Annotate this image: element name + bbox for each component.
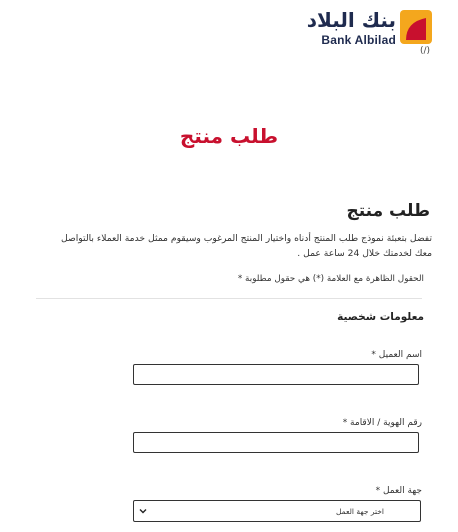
customer-name-input[interactable]	[133, 364, 419, 385]
employer-label: جهة العمل *	[375, 486, 422, 496]
intro-line-1: تفضل بتعبئة نموذج طلب المنتج أدناه واختيار المنتج المرغوب وسيقوم ممثل خدمة العملاء بالتواصل	[61, 233, 432, 244]
logo-arabic-text: بنك البلاد	[306, 8, 396, 32]
language-switch[interactable]: (/)	[419, 46, 430, 56]
required-fields-note: الحقول الظاهرة مع العلامة (*) هي حقول مطلوبة *	[237, 274, 424, 284]
hero-title: طلب منتج	[179, 124, 279, 148]
national-id-label: رقم الهوية / الاقامة *	[342, 418, 422, 428]
form-title: طلب منتج	[346, 201, 430, 221]
customer-name-label: اسم العميل *	[371, 350, 422, 360]
employer-select-value: اختر جهة العمل	[335, 507, 384, 516]
form-intro	[42, 231, 432, 261]
chevron-down-icon	[138, 506, 148, 516]
section-title-personal-info: معلومات شخصية	[337, 311, 424, 323]
national-id-input[interactable]	[133, 432, 419, 453]
logo-mark-icon	[400, 10, 432, 44]
bank-logo[interactable]	[306, 8, 432, 54]
logo-english-text: Bank Albilad	[321, 33, 396, 47]
employer-select[interactable]	[133, 500, 421, 522]
intro-line-2: معك لخدمتك خلال 24 ساعة عمل .	[297, 248, 432, 259]
divider	[36, 298, 422, 299]
